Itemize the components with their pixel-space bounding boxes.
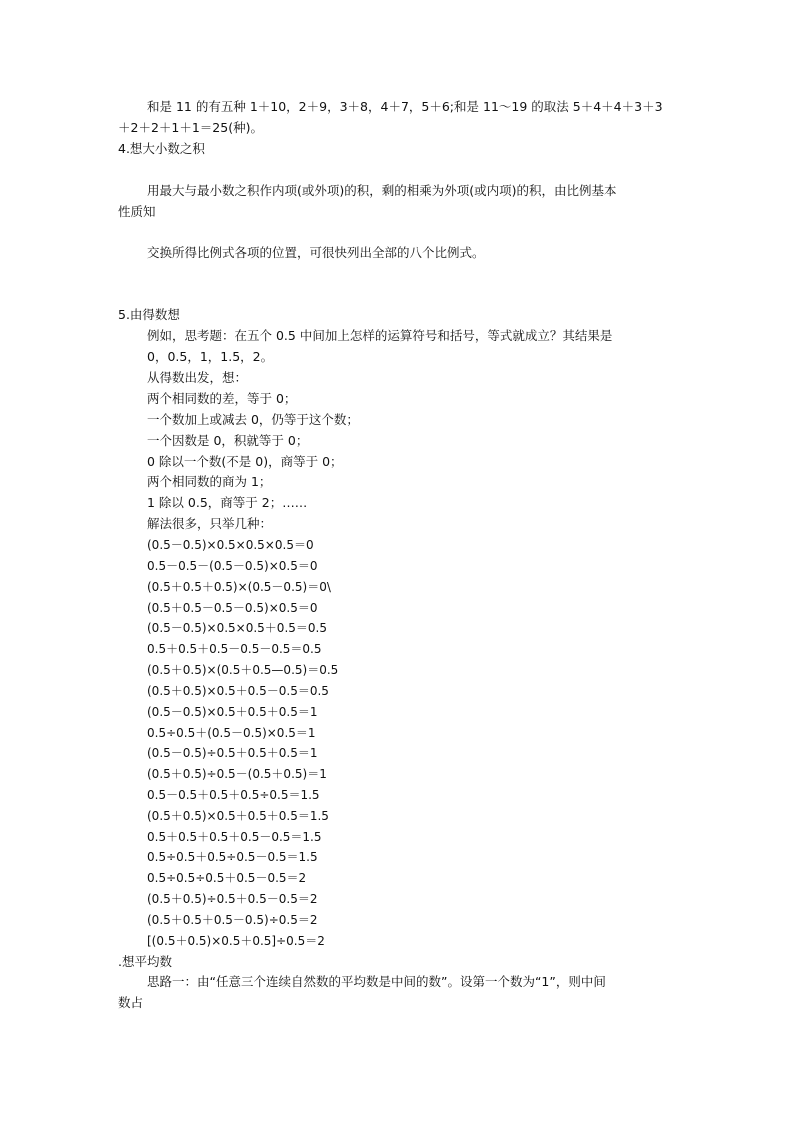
- equation-line: (0.5＋0.5＋0.5)×(0.5－0.5)＝0\: [147, 580, 331, 594]
- rule-line: 两个相同数的差，等于 0；: [147, 391, 297, 406]
- section-5-intro-line2: 0，0.5，1，1.5，2。: [147, 349, 274, 364]
- equation-line: (0.5＋0.5)×0.5＋0.5－0.5＝0.5: [147, 684, 329, 698]
- equation-line: (0.5＋0.5)×0.5＋0.5＋0.5＝1.5: [147, 809, 329, 823]
- equation-line: (0.5＋0.5)÷0.5－(0.5＋0.5)＝1: [147, 767, 327, 781]
- rule-line: 从得数出发，想：: [147, 370, 248, 385]
- section-6-line2: 数占: [118, 995, 144, 1010]
- equation-line: (0.5－0.5)×0.5×0.5×0.5＝0: [147, 538, 314, 552]
- rule-line: 两个相同数的商为 1；: [147, 474, 272, 489]
- equation-line: 0.5＋0.5＋0.5＋0.5－0.5＝1.5: [147, 830, 322, 844]
- section-6-heading: .想平均数: [118, 954, 172, 969]
- para-sum-line1: 和是 11 的有五种 1＋10，2＋9，3＋8，4＋7，5＋6;和是 11～19 的取法 5＋4＋4＋3＋3: [147, 99, 663, 114]
- equation-line: 0.5＋0.5＋0.5－0.5－0.5＝0.5: [147, 642, 322, 656]
- equation-line: 0.5÷0.5＋(0.5－0.5)×0.5＝1: [147, 726, 316, 740]
- rule-line: 一个数加上或减去 0，仍等于这个数；: [147, 412, 359, 427]
- equation-line: 0.5－0.5－(0.5－0.5)×0.5＝0: [147, 559, 318, 573]
- equation-line: (0.5－0.5)÷0.5＋0.5＋0.5＝1: [147, 746, 318, 760]
- equation-line: (0.5－0.5)×0.5×0.5＋0.5＝0.5: [147, 621, 327, 635]
- section-4-para1-line1: 用最大与最小数之积作内项(或外项)的积，剩的相乘为外项(或内项)的积，由比例基本: [147, 183, 617, 198]
- equation-line: 0.5÷0.5＋0.5÷0.5－0.5＝1.5: [147, 850, 318, 864]
- equation-line: (0.5＋0.5)×(0.5＋0.5—0.5)＝0.5: [147, 663, 339, 677]
- rule-line: 一个因数是 0，积就等于 0；: [147, 433, 309, 448]
- equation-line: (0.5－0.5)×0.5＋0.5＋0.5＝1: [147, 705, 318, 719]
- section-4-para2: 交换所得比例式各项的位置，可很快列出全部的八个比例式。: [147, 245, 485, 260]
- section-5-heading: 5.由得数想: [118, 307, 180, 322]
- equation-line: 0.5－0.5＋0.5＋0.5÷0.5＝1.5: [147, 788, 320, 802]
- section-4-heading: 4.想大小数之积: [118, 141, 205, 156]
- section-4-para1-line2: 性质知: [118, 204, 156, 219]
- equation-line: (0.5＋0.5)÷0.5＋0.5－0.5＝2: [147, 892, 318, 906]
- para-sum-line2: ＋2＋2＋1＋1＝25(种)。: [118, 120, 263, 135]
- equation-line: (0.5＋0.5－0.5－0.5)×0.5＝0: [147, 601, 318, 615]
- section-6-line1: 思路一：由“任意三个连续自然数的平均数是中间的数”。设第一个数为“1”，则中间: [147, 974, 606, 989]
- rule-line: 0 除以一个数(不是 0)，商等于 0；: [147, 454, 343, 469]
- rule-line: 解法很多，只举几种：: [147, 516, 273, 531]
- equation-line: (0.5＋0.5＋0.5－0.5)÷0.5＝2: [147, 913, 318, 927]
- equation-line: 0.5÷0.5÷0.5＋0.5－0.5＝2: [147, 871, 307, 885]
- rule-line: 1 除以 0.5，商等于 2；……: [147, 495, 308, 510]
- equation-line: [(0.5＋0.5)×0.5＋0.5]÷0.5＝2: [147, 934, 325, 948]
- section-5-intro-line1: 例如，思考题：在五个 0.5 中间加上怎样的运算符号和括号，等式就成立？其结果是: [147, 328, 613, 343]
